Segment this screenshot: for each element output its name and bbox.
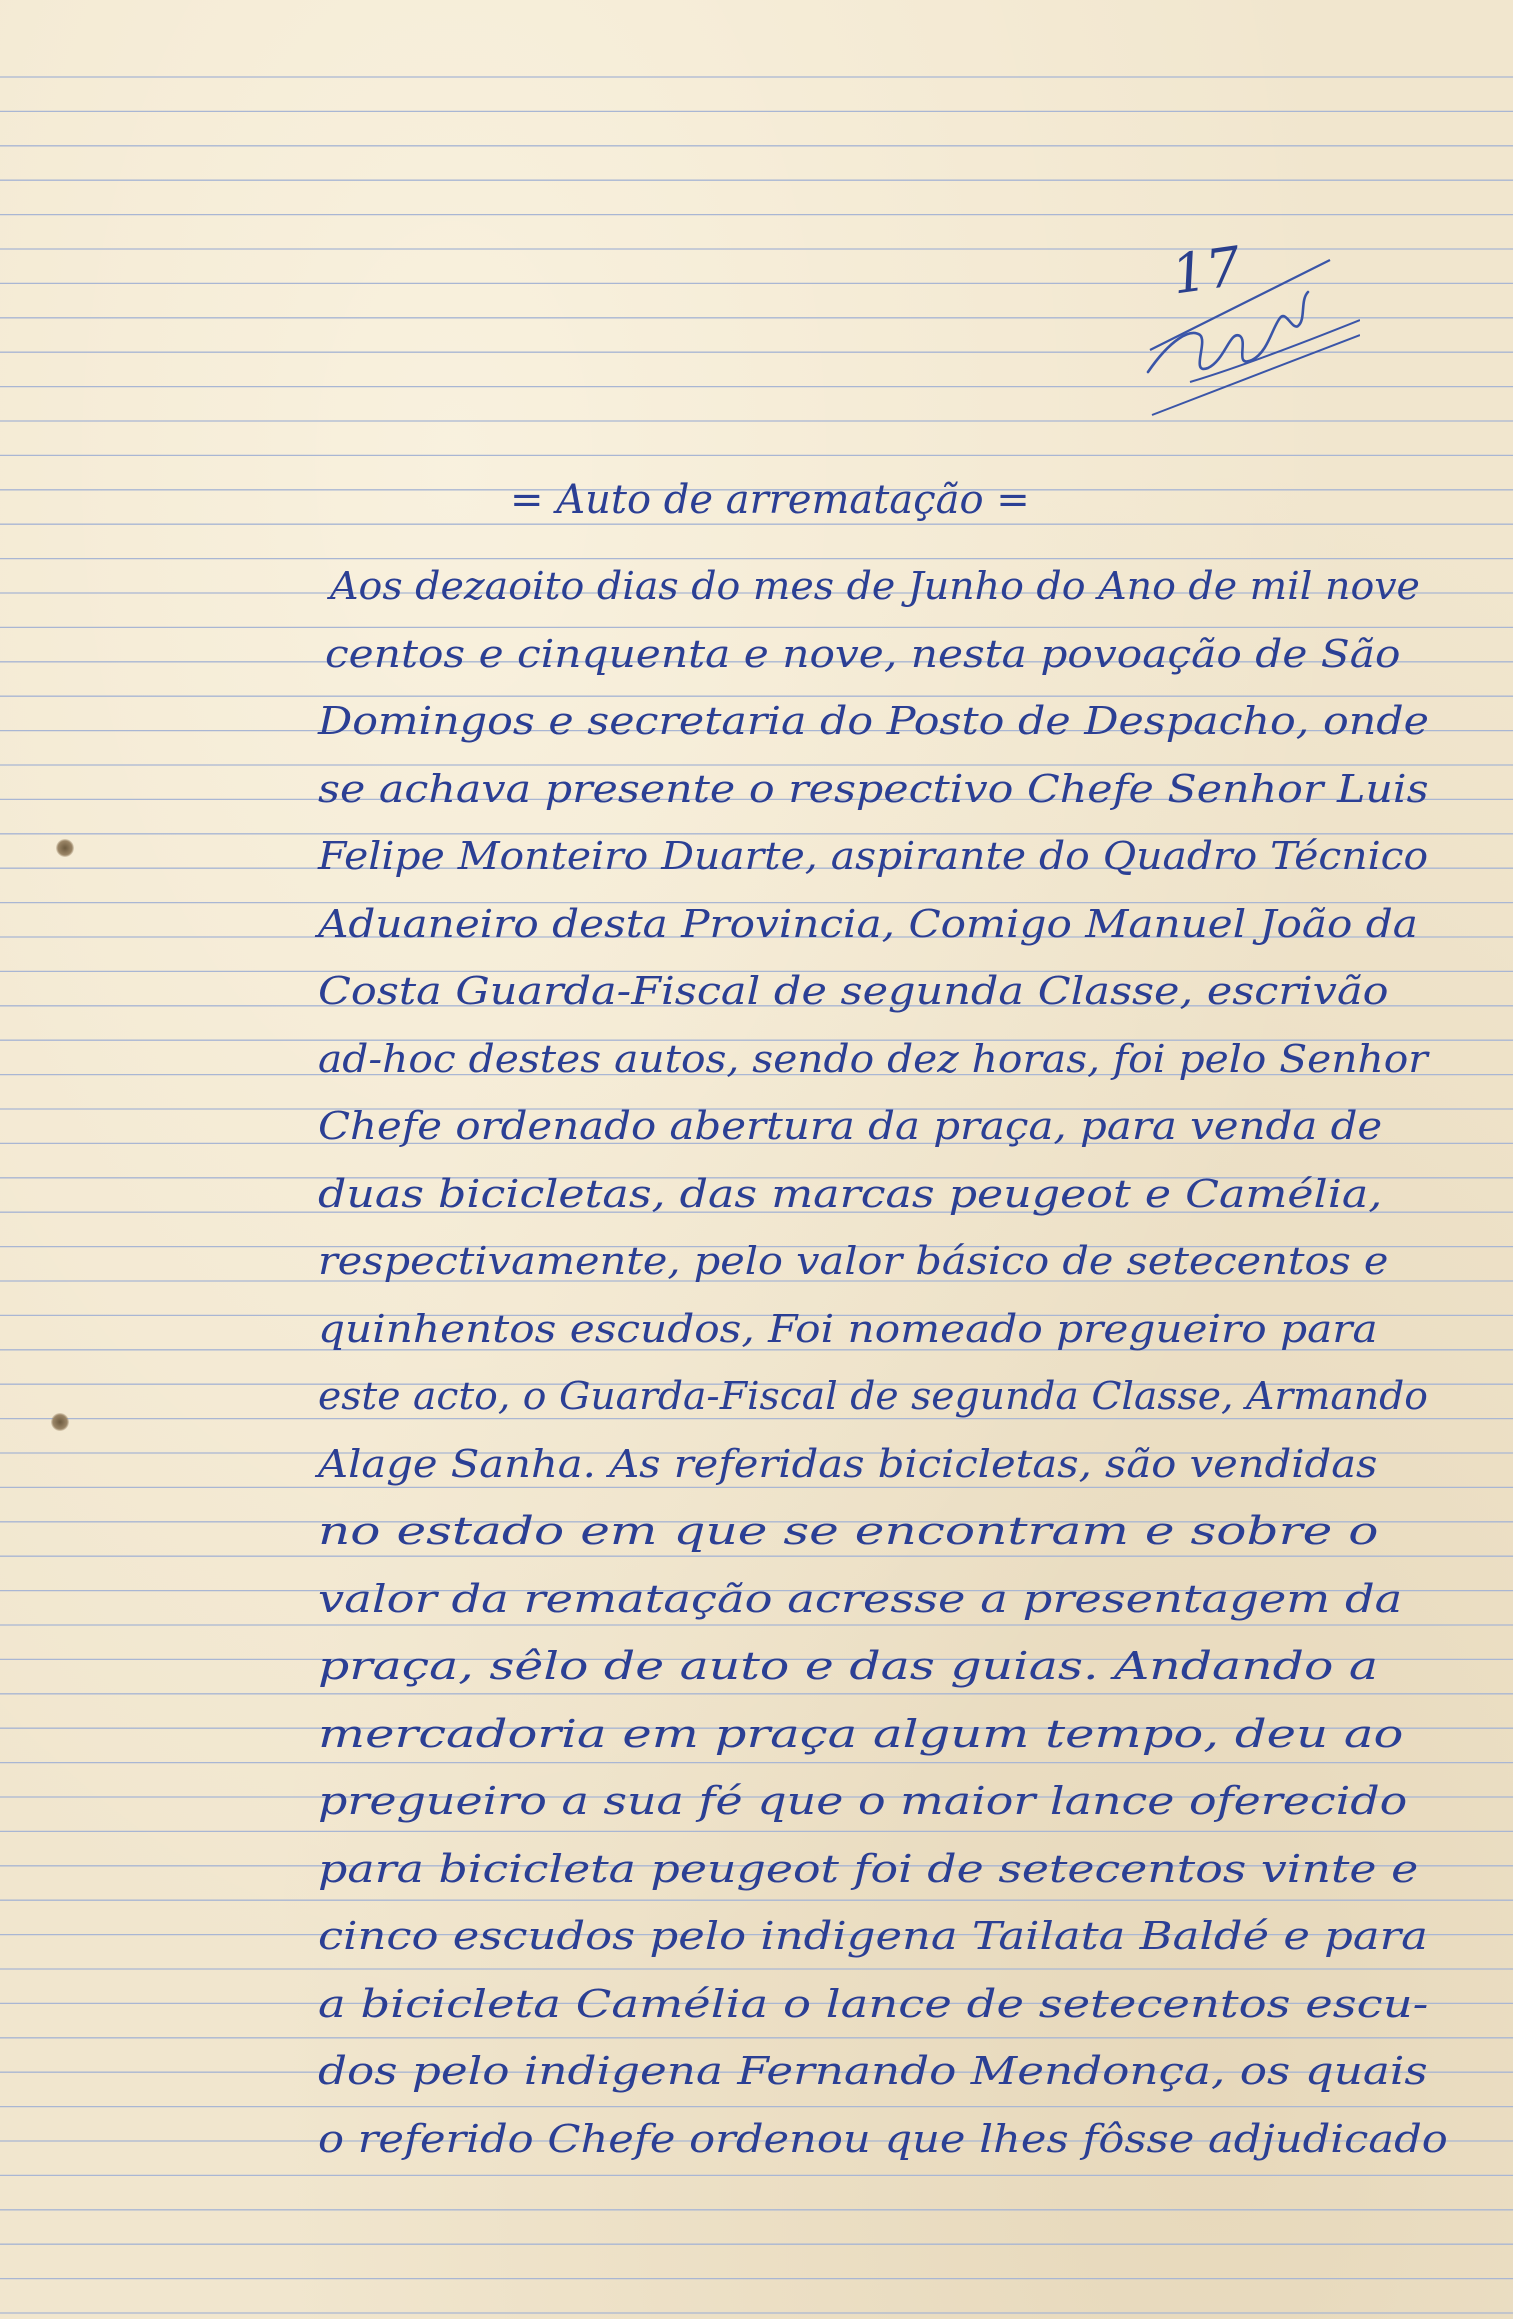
text-line: cinco escudos pelo indigena Tailata Baldé e para [318,1914,1428,1958]
text-line: para bicicleta peugeot foi de setecentos vinte e [318,1847,1419,1891]
text-line: quinhentos escudos, Foi nomeado pregueiro para [318,1307,1378,1351]
text-line: o referido Chefe ordenou que lhes fôsse adjudicado [318,2117,1448,2161]
text-line: a bicicleta Camélia o lance de setecentos escu- [318,1982,1429,2026]
text-line: Felipe Monteiro Duarte, aspirante do Quadro Técnico [318,834,1429,878]
text-line: duas bicicletas, das marcas peugeot e Camélia, [318,1172,1383,1216]
text-line: Domingos e secretaria do Posto de Despacho, onde [318,699,1429,743]
text-line: respectivamente, pelo valor básico de setecentos e [318,1239,1389,1283]
text-line: mercadoria em praça algum tempo, deu ao [318,1712,1404,1756]
folio-number: 17 [1167,234,1245,307]
text-line: valor da rematação acresse a presentagem da [318,1577,1403,1621]
text-line: se achava presente o respectivo Chefe Senhor Luis [318,767,1429,811]
text-line: pregueiro a sua fé que o maior lance oferecido [318,1779,1408,1823]
text-line: dos pelo indigena Fernando Mendonça, os quais [318,2049,1428,2093]
document-title: = Auto de arrematação = [510,477,1030,523]
text-line: ad-hoc destes autos, sendo dez horas, foi pelo Senhor [318,1037,1428,1081]
text-line: este acto, o Guarda-Fiscal de segunda Classe, Armando [318,1374,1428,1418]
text-line: Aos dezaoito dias do mes de Junho do Ano de mil nove [330,564,1420,608]
text-line: praça, sêlo de auto e das guias. Andando a [318,1644,1379,1688]
text-line: Aduaneiro desta Provincia, Comigo Manuel João da [318,902,1418,946]
text-line: Alage Sanha. As referidas bicicletas, são vendidas [318,1442,1378,1486]
text-line: Chefe ordenado abertura da praça, para venda de [318,1104,1383,1148]
text-line: no estado em que se encontram e sobre o [318,1509,1379,1553]
text-line: Costa Guarda-Fiscal de segunda Classe, escrivão [318,969,1389,1013]
text-line: centos e cinquenta e nove, nesta povoação de São [325,632,1401,676]
